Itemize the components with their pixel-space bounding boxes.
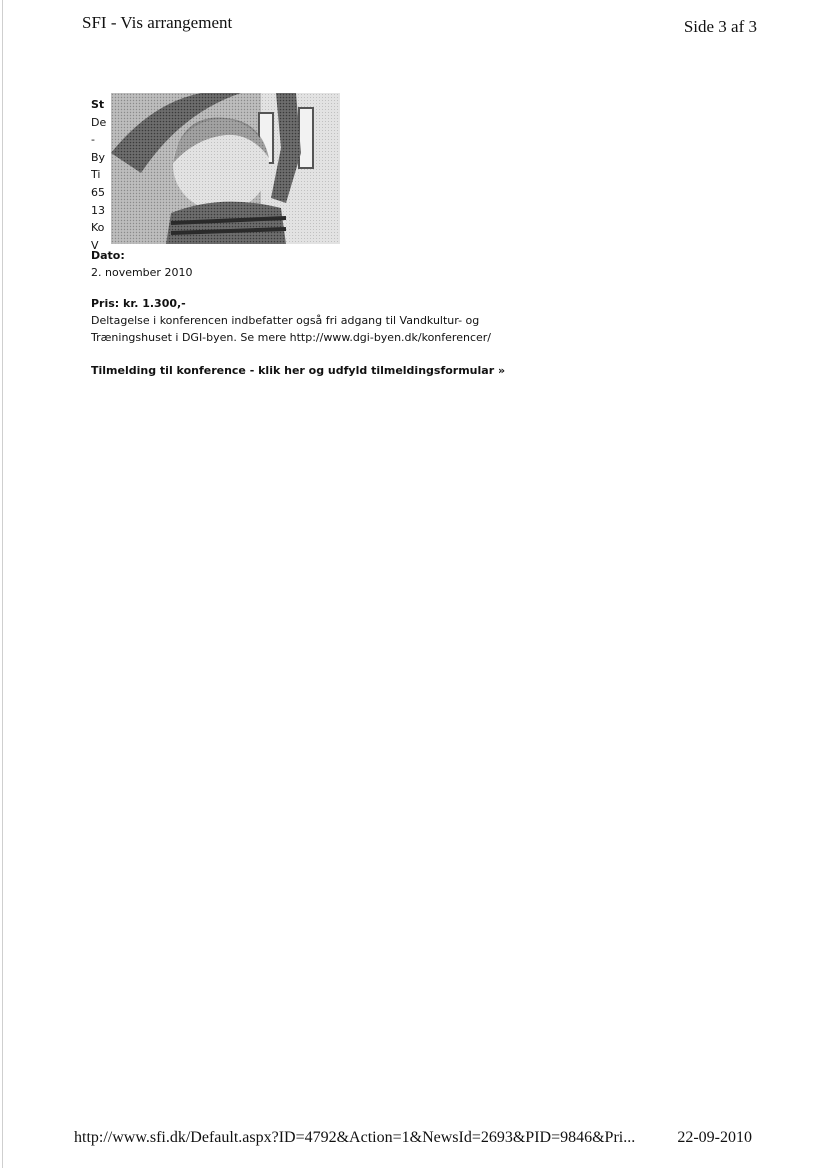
clipped-line: - <box>91 133 95 147</box>
signup-link[interactable]: Tilmelding til konference - klik her og udfyld tilmeldingsformular » <box>91 364 506 377</box>
event-photo-child <box>111 93 340 244</box>
scan-edge-line <box>2 0 3 1168</box>
clipped-line: Ko <box>91 221 105 235</box>
clipped-line: 13 <box>91 203 105 217</box>
print-footer-date: 22-09-2010 <box>677 1129 752 1146</box>
print-footer-url: http://www.sfi.dk/Default.aspx?ID=4792&Action=1&NewsId=2693&PID=9846&Pri... <box>74 1129 636 1146</box>
event-details <box>91 247 611 379</box>
price-label: Pris: kr. 1.300,- <box>91 297 186 310</box>
price-description-line: Træningshuset i DGI-byen. Se mere http://www.dgi-byen.dk/konferencer/ <box>91 331 491 344</box>
clipped-line: By <box>91 150 106 164</box>
clipped-line: Ti <box>91 168 101 182</box>
clipped-line: 65 <box>91 185 105 199</box>
clipped-line: St <box>91 98 105 111</box>
clipped-line: De <box>91 115 107 129</box>
price-description-line: Deltagelse i konferencen indbefatter også fri adgang til Vandkultur- og <box>91 314 480 327</box>
date-value: 2. november 2010 <box>91 266 193 279</box>
clipped-line: V <box>91 238 99 252</box>
print-header-title: SFI - Vis arrangement <box>82 13 233 32</box>
clipped-text-column <box>91 96 111 254</box>
print-header-page-number: Side 3 af 3 <box>683 17 757 36</box>
date-label: Dato: <box>91 249 125 262</box>
